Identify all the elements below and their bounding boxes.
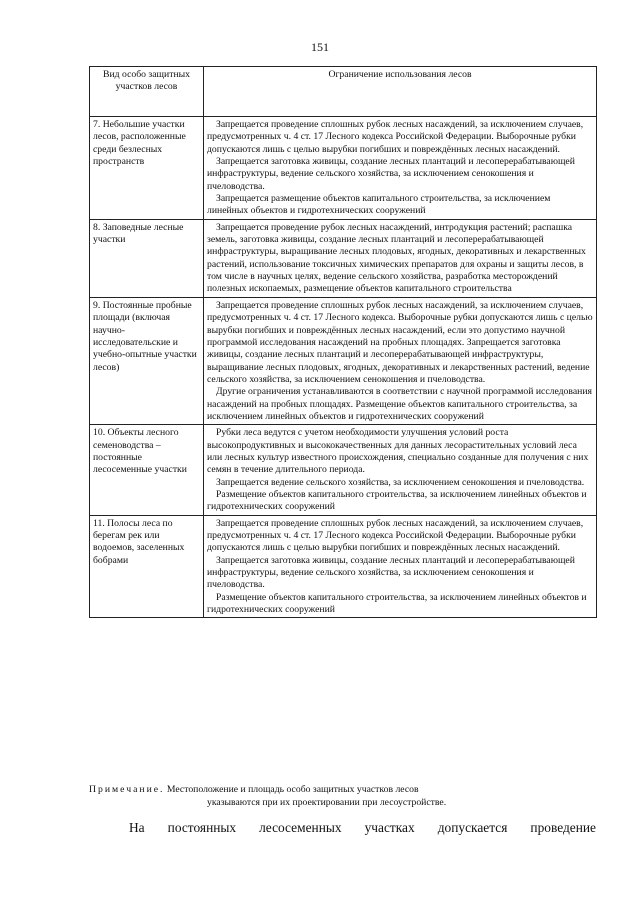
table-note xyxy=(89,783,596,809)
row-restrictions xyxy=(204,297,597,424)
note-text: Местоположение и площадь особо защитных участков лесов xyxy=(166,784,419,795)
table-row xyxy=(90,515,597,618)
body-paragraph: На постоянных лесосеменных участках допускается проведение xyxy=(129,820,596,835)
header-restriction: Ограничение использования лесов xyxy=(204,67,597,117)
table-row xyxy=(90,117,597,220)
restriction-paragraph: Другие ограничения устанавливаются в соответствии с научной программой исследования насаждений на пробных площадях. Размещение объектов капитального строительства, за исключением линейных объектов и гидротехнических сооружений xyxy=(207,386,592,422)
note-continuation: указываются при их проектировании при лесоустройстве. xyxy=(207,797,447,808)
restriction-paragraph: Запрещается проведение сплошных рубок лесных насаждений, за исключением случаев, предусмотренных ч. 4 ст. 17 Лесного кодекса Российской Федерации. Выборочные рубки допускаются лишь с целью вырубки погибших и повреждённых лесных насаждений. xyxy=(207,119,584,155)
page-number: 151 xyxy=(311,40,329,54)
restriction-paragraph: Запрещается заготовка живицы, создание лесных плантаций и лесоперерабатывающей инфраструктуры, ведение сельского хозяйства, за исключением сенокошения и пчеловодства. xyxy=(207,554,575,591)
header-forest-type: Вид особо защитных участков лесов xyxy=(90,67,204,117)
table-row xyxy=(90,297,597,424)
row-type: 7. Небольшие участки лесов, расположенные среди безлесных пространств xyxy=(90,117,204,220)
row-type: 11. Полосы леса по берегам рек или водоемов, заселенных бобрами xyxy=(90,515,204,618)
table-header-row xyxy=(90,67,597,117)
restriction-paragraph: Запрещается ведение сельского хозяйства, за исключением сенокошения и пчеловодства. xyxy=(216,476,585,488)
table-row xyxy=(90,425,597,515)
restriction-paragraph: Размещение объектов капитального строительства, за исключением линейных объектов и гидротехнических сооружений xyxy=(207,488,587,513)
restriction-paragraph: Запрещается заготовка живицы, создание лесных плантаций и лесоперерабатывающей инфраструктуры, ведение сельского хозяйства, за исключением сенокошения и пчеловодства. xyxy=(207,156,575,192)
restriction-paragraph: Запрещается проведение сплошных рубок лесных насаждений, за исключением случаев, предусмотренных ч. 4 ст. 17 Лесного кодекса. Выборочные рубки допускаются лишь с целью вырубки погибших и повреждённых лесных насаждений, если это допустимо научной программой исследования насаждений на пробных площадях. Запрещается заготовка живицы, создание лесных плантаций и лесоперерабатывающей инфраструктуры, выращивание лесных плодовых, ягодных, декоративных и лекарственных растений, ведение сельского хозяйства, за исключением сенокошения и пчеловодства. xyxy=(207,299,593,385)
restriction-paragraph: Рубки леса ведутся с учетом необходимости улучшения условий роста высокопродуктивных и высококачественных для данных лесорастительных условий леса или лесных культур известного происхождения, специально созданные для получения с них семян в течение длительного периода. xyxy=(207,427,589,476)
row-type: 8. Заповедные лесные участки xyxy=(90,219,204,297)
table-row xyxy=(90,219,597,297)
restriction-paragraph: Запрещается размещение объектов капитального строительства, за исключением линейных объектов и гидротехнических сооружений xyxy=(207,193,551,217)
restrictions-table xyxy=(89,66,597,618)
row-restrictions xyxy=(204,425,597,515)
row-restrictions xyxy=(204,117,597,220)
restriction-paragraph: Размещение объектов капитального строительства, за исключением линейных объектов и гидротехнических сооружений xyxy=(207,591,587,616)
row-restrictions xyxy=(204,515,597,618)
row-type: 9. Постоянные пробные площади (включая научно-исследовательские и учебно-опытные участки лесов) xyxy=(90,297,204,424)
row-type: 10. Объекты лесного семеноводства – постоянные лесосеменные участки xyxy=(90,425,204,515)
restriction-paragraph: Запрещается проведение рубок лесных насаждений, интродукция растений; распашка земель, заготовка живицы, создание лесных плантаций и лесоперерабатывающей инфраструктуры, выращивание лесных плодовых, ягодных, декоративных и лекарственных растений, использование токсичных химических препаратов для охраны и защиты лесов, в том числе в научных целях, ведение сельского хозяйства, разработка месторождений полезных ископаемых, размещение объектов капитального строительства xyxy=(207,221,586,295)
note-label: Примечание. xyxy=(89,784,165,795)
row-restrictions xyxy=(204,219,597,297)
restriction-paragraph: Запрещается проведение сплошных рубок лесных насаждений, за исключением случаев, предусмотренных ч. 4 ст. 17 Лесного кодекса Российской Федерации. Выборочные рубки допускаются лишь с целью вырубки погибших и повреждённых лесных насаждений. xyxy=(207,517,584,554)
